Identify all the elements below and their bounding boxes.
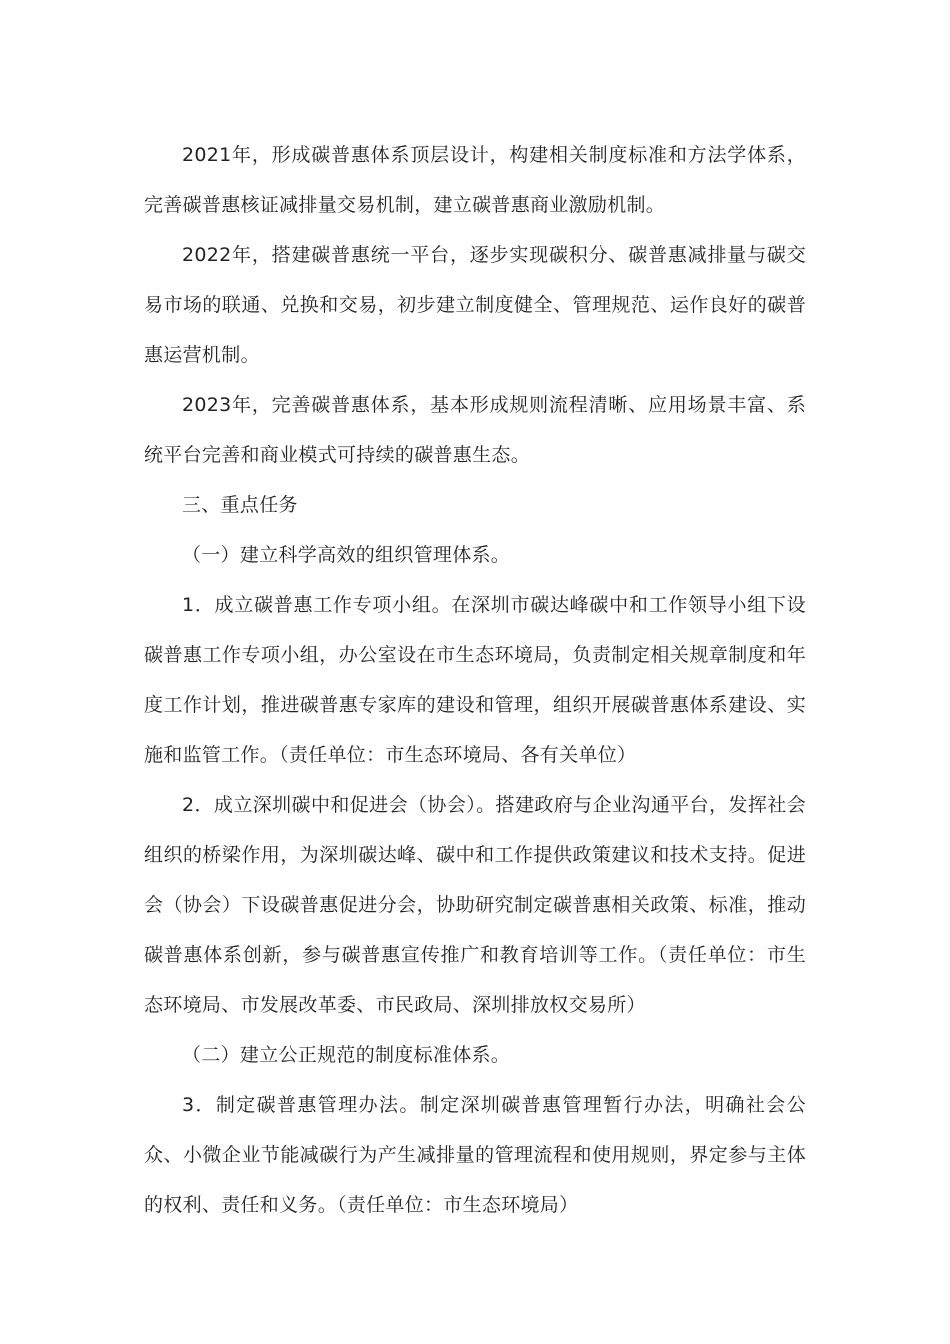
paragraph-2023-goals: 2023年，完善碳普惠体系，基本形成规则流程清晰、应用场景丰富、系统平台完善和商业模式可持续的碳普惠生态。 bbox=[144, 394, 806, 466]
paragraph-task-3: 3．制定碳普惠管理办法。制定深圳碳普惠管理暂行办法，明确社会公众、小微企业节能减碳行为产生减排量的管理流程和使用规则，界定参与主体的权利、责任和义务。（责任单位：市生态环境局） bbox=[144, 1094, 806, 1216]
section-heading-key-tasks: 三、重点任务 bbox=[182, 494, 298, 516]
paragraph-task-1: 1．成立碳普惠工作专项小组。在深圳市碳达峰碳中和工作领导小组下设碳普惠工作专项小组，办公室设在市生态环境局，负责制定相关规章制度和年度工作计划，推进碳普惠专家库的建设和管理，组织开展碳普惠体系建设、实施和监管工作。（责任单位：市生态环境局、各有关单位） bbox=[144, 594, 806, 766]
subsection-heading-standards: （二）建立公正规范的制度标准体系。 bbox=[182, 1044, 511, 1066]
subsection-heading-organization: （一）建立科学高效的组织管理体系。 bbox=[182, 544, 511, 566]
paragraph-task-2: 2．成立深圳碳中和促进会（协会）。搭建政府与企业沟通平台，发挥社会组织的桥梁作用，为深圳碳达峰、碳中和工作提供政策建议和技术支持。促进会（协会）下设碳普惠促进分会，协助研究制定碳普惠相关政策、标准，推动碳普惠体系创新，参与碳普惠宣传推广和教育培训等工作。（责任单位：市生态环境局、市发展改革委、市民政局、深圳排放权交易所） bbox=[144, 794, 806, 1016]
document-body bbox=[144, 130, 806, 1230]
paragraph-2021-goals: 2021年，形成碳普惠体系顶层设计，构建相关制度标准和方法学体系，完善碳普惠核证减排量交易机制，建立碳普惠商业激励机制。 bbox=[144, 144, 806, 216]
paragraph-2022-goals: 2022年，搭建碳普惠统一平台，逐步实现碳积分、碳普惠减排量与碳交易市场的联通、兑换和交易，初步建立制度健全、管理规范、运作良好的碳普惠运营机制。 bbox=[144, 244, 806, 366]
